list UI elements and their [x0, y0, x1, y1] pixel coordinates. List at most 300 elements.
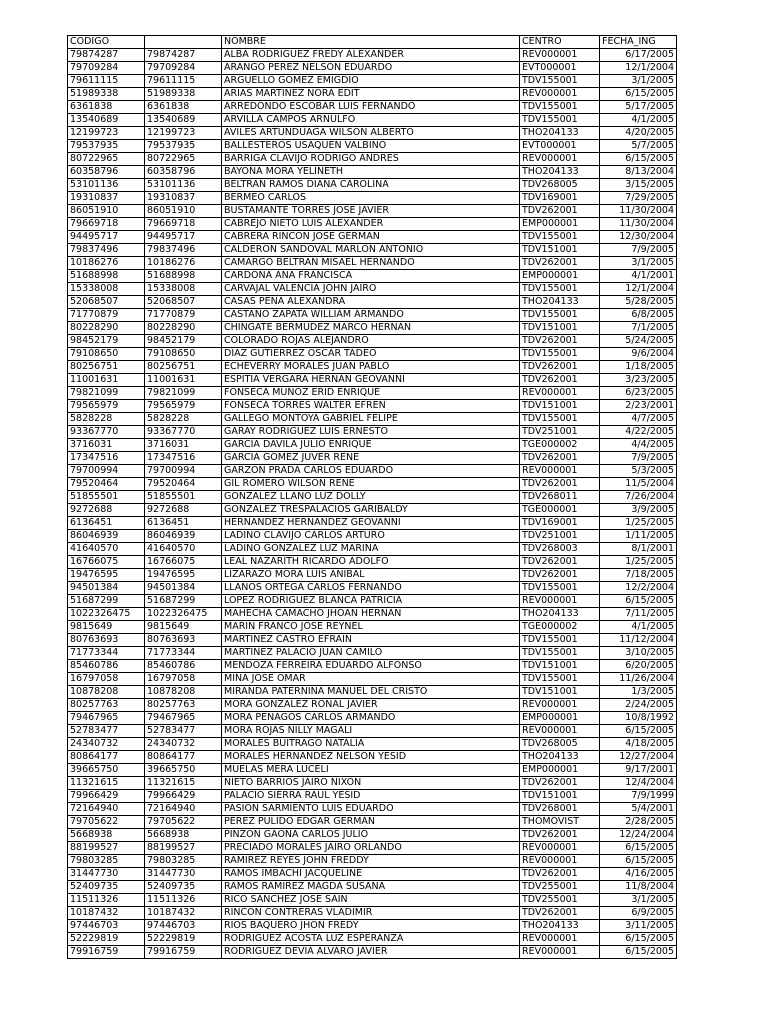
cell-fecha-ing: 7/29/2005 [600, 192, 677, 205]
cell-centro: TDV155001 [520, 413, 600, 426]
table-row [68, 894, 677, 907]
cell-fecha-ing: 12/2/2004 [600, 582, 677, 595]
cell-codigo: 53101136 [68, 179, 145, 192]
cell-centro: TDV262001 [520, 777, 600, 790]
table-row [68, 751, 677, 764]
cell-nombre: CABREJO NIETO LUIS ALEXANDER [222, 218, 520, 231]
cell-nombre: CASAS PEÑA ALEXANDRA [222, 296, 520, 309]
cell-centro: REV000001 [520, 842, 600, 855]
cell-codigo: 6136451 [68, 517, 145, 530]
cell-nombre: PALACIO SIERRA RAUL YESID [222, 790, 520, 803]
cell-fecha-ing: 6/15/2005 [600, 946, 677, 959]
cell-nombre: CHINGATE BERMUDEZ MARCO HERNAN [222, 322, 520, 335]
cell-nombre: GALLEGO MONTOYA GABRIEL FELIPE [222, 413, 520, 426]
cell-nombre: RICO SANCHEZ JOSE SAIN [222, 894, 520, 907]
cell-fecha-ing: 2/24/2005 [600, 699, 677, 712]
cell-centro: TDV262001 [520, 478, 600, 491]
table-row [68, 738, 677, 751]
table-row [68, 335, 677, 348]
table-row [68, 387, 677, 400]
cell-centro: TDV155001 [520, 231, 600, 244]
cell-codigo: 79520464 [68, 478, 145, 491]
cell-fecha-ing: 5/7/2005 [600, 140, 677, 153]
cell-fecha-ing: 7/9/2005 [600, 244, 677, 257]
cell-nombre: RODRIGUEZ DEVIA ALVARO JAVIER [222, 946, 520, 959]
cell-fecha-ing: 1/25/2005 [600, 517, 677, 530]
table-row [68, 478, 677, 491]
cell-centro: TDV155001 [520, 101, 600, 114]
cell-fecha-ing: 5/4/2001 [600, 803, 677, 816]
cell-codigo-dup: 9815649 [145, 621, 222, 634]
table-row [68, 153, 677, 166]
cell-nombre: ARVILLA CAMPOS ARNULFO [222, 114, 520, 127]
cell-centro: REV000001 [520, 725, 600, 738]
cell-nombre: CASTAÑO ZAPATA WILLIAM ARMANDO [222, 309, 520, 322]
cell-codigo-dup: 86046939 [145, 530, 222, 543]
cell-codigo: 39665750 [68, 764, 145, 777]
cell-codigo: 79108650 [68, 348, 145, 361]
cell-codigo: 97446703 [68, 920, 145, 933]
cell-centro: TDV268011 [520, 491, 600, 504]
cell-codigo-dup: 80228290 [145, 322, 222, 335]
cell-codigo-dup: 51687299 [145, 595, 222, 608]
cell-nombre: MORA PENAGOS CARLOS ARMANDO [222, 712, 520, 725]
cell-codigo-dup: 79821099 [145, 387, 222, 400]
cell-codigo: 10878208 [68, 686, 145, 699]
cell-fecha-ing: 1/25/2005 [600, 556, 677, 569]
cell-codigo: 93367770 [68, 426, 145, 439]
cell-codigo: 31447730 [68, 868, 145, 881]
cell-fecha-ing: 6/23/2005 [600, 387, 677, 400]
cell-centro: TDV255001 [520, 881, 600, 894]
cell-codigo: 15338008 [68, 283, 145, 296]
cell-codigo-dup: 79916759 [145, 946, 222, 959]
cell-fecha-ing: 4/1/2005 [600, 621, 677, 634]
table-row [68, 556, 677, 569]
table-row [68, 816, 677, 829]
cell-codigo-dup: 39665750 [145, 764, 222, 777]
cell-nombre: LLANOS ORTEGA CARLOS FERNANDO [222, 582, 520, 595]
cell-nombre: CABRERA RINCON JOSE GERMAN [222, 231, 520, 244]
cell-fecha-ing: 7/18/2005 [600, 569, 677, 582]
cell-nombre: BARRIGA CLAVIJO RODRIGO ANDRES [222, 153, 520, 166]
table-row [68, 244, 677, 257]
cell-codigo: 79837496 [68, 244, 145, 257]
header-fecha-ing: FECHA_ING [600, 36, 677, 49]
header-codigo: CODIGO [68, 36, 145, 49]
cell-codigo: 79669718 [68, 218, 145, 231]
cell-codigo-dup: 1022326475 [145, 608, 222, 621]
cell-fecha-ing: 2/23/2001 [600, 400, 677, 413]
cell-codigo: 51687299 [68, 595, 145, 608]
cell-nombre: GIL ROMERO WILSON RENE [222, 478, 520, 491]
cell-nombre: GONZALEZ TRESPALACIOS GARIBALDY [222, 504, 520, 517]
cell-fecha-ing: 7/11/2005 [600, 608, 677, 621]
cell-codigo-dup: 53101136 [145, 179, 222, 192]
cell-nombre: MARIN FRANCO JOSE REYNEL [222, 621, 520, 634]
cell-nombre: MUELAS MERA LUCELI [222, 764, 520, 777]
cell-codigo: 10186276 [68, 257, 145, 270]
header-blank [145, 36, 222, 49]
cell-nombre: GARCIA DAVILA JULIO ENRIQUE [222, 439, 520, 452]
cell-fecha-ing: 1/18/2005 [600, 361, 677, 374]
cell-centro: TDV155001 [520, 647, 600, 660]
cell-fecha-ing: 7/9/2005 [600, 452, 677, 465]
cell-nombre: BUSTAMANTE TORRES JOSE JAVIER [222, 205, 520, 218]
table-row [68, 868, 677, 881]
cell-codigo-dup: 79709284 [145, 62, 222, 75]
cell-centro: THO204133 [520, 296, 600, 309]
table-row [68, 179, 677, 192]
table-row [68, 595, 677, 608]
cell-codigo: 52783477 [68, 725, 145, 738]
cell-centro: EVT000001 [520, 140, 600, 153]
cell-codigo-dup: 79108650 [145, 348, 222, 361]
cell-nombre: CALDERON SANDOVAL MARLON ANTONIO [222, 244, 520, 257]
cell-nombre: LIZARAZO MORA LUIS ANIBAL [222, 569, 520, 582]
cell-centro: THO204133 [520, 920, 600, 933]
cell-codigo-dup: 79700994 [145, 465, 222, 478]
table-row [68, 140, 677, 153]
cell-codigo-dup: 79837496 [145, 244, 222, 257]
employee-table [67, 35, 677, 959]
cell-codigo-dup: 17347516 [145, 452, 222, 465]
cell-nombre: LEAL NAZARITH RICARDO ADOLFO [222, 556, 520, 569]
cell-nombre: PEREZ PULIDO EDGAR GERMAN [222, 816, 520, 829]
cell-codigo: 51989338 [68, 88, 145, 101]
cell-codigo: 71773344 [68, 647, 145, 660]
table-row [68, 569, 677, 582]
cell-fecha-ing: 5/3/2005 [600, 465, 677, 478]
table-row [68, 634, 677, 647]
cell-fecha-ing: 4/20/2005 [600, 127, 677, 140]
cell-fecha-ing: 6/15/2005 [600, 88, 677, 101]
cell-centro: TDV151001 [520, 686, 600, 699]
cell-codigo: 98452179 [68, 335, 145, 348]
cell-centro: THOMOVIST [520, 816, 600, 829]
cell-codigo: 11511326 [68, 894, 145, 907]
cell-fecha-ing: 12/24/2004 [600, 829, 677, 842]
table-row [68, 881, 677, 894]
cell-centro: TDV268001 [520, 803, 600, 816]
cell-codigo-dup: 10187432 [145, 907, 222, 920]
cell-nombre: MORA GONZALEZ RONAL JAVIER [222, 699, 520, 712]
cell-codigo-dup: 11321615 [145, 777, 222, 790]
table-row [68, 491, 677, 504]
cell-codigo: 10187432 [68, 907, 145, 920]
table-row [68, 608, 677, 621]
cell-nombre: RAMOS IMBACHI JACQUELINE [222, 868, 520, 881]
header-row [68, 36, 677, 49]
cell-codigo: 1022326475 [68, 608, 145, 621]
cell-centro: REV000001 [520, 595, 600, 608]
table-row [68, 309, 677, 322]
cell-codigo-dup: 79520464 [145, 478, 222, 491]
cell-fecha-ing: 2/28/2005 [600, 816, 677, 829]
table-row [68, 712, 677, 725]
cell-fecha-ing: 11/5/2004 [600, 478, 677, 491]
table-row [68, 426, 677, 439]
cell-nombre: GONZALEZ LLANO LUZ DOLLY [222, 491, 520, 504]
table-row [68, 88, 677, 101]
cell-centro: TDV262001 [520, 907, 600, 920]
cell-nombre: CARVAJAL VALENCIA JOHN JAIRO [222, 283, 520, 296]
cell-centro: TDV268005 [520, 179, 600, 192]
cell-nombre: BERMEO CARLOS [222, 192, 520, 205]
table-row [68, 517, 677, 530]
cell-codigo: 41640570 [68, 543, 145, 556]
cell-codigo-dup: 11001631 [145, 374, 222, 387]
table-row [68, 842, 677, 855]
cell-centro: REV000001 [520, 153, 600, 166]
cell-nombre: MARTINEZ PALACIO JUAN CAMILO [222, 647, 520, 660]
cell-centro: TDV251001 [520, 530, 600, 543]
cell-codigo-dup: 88199527 [145, 842, 222, 855]
cell-fecha-ing: 3/23/2005 [600, 374, 677, 387]
table-row [68, 114, 677, 127]
cell-centro: TDV151001 [520, 322, 600, 335]
table-row [68, 907, 677, 920]
table-row [68, 790, 677, 803]
table-row [68, 218, 677, 231]
cell-nombre: ARANGO PEREZ NELSON EDUARDO [222, 62, 520, 75]
cell-fecha-ing: 6/15/2005 [600, 725, 677, 738]
cell-nombre: MORALES BUITRAGO NATALIA [222, 738, 520, 751]
cell-fecha-ing: 12/30/2004 [600, 231, 677, 244]
cell-nombre: BAYONA MORA YELINETH [222, 166, 520, 179]
cell-centro: TDV268003 [520, 543, 600, 556]
table-row [68, 504, 677, 517]
cell-codigo-dup: 94495717 [145, 231, 222, 244]
cell-fecha-ing: 5/17/2005 [600, 101, 677, 114]
cell-centro: TDV155001 [520, 309, 600, 322]
cell-codigo: 60358796 [68, 166, 145, 179]
cell-codigo: 51855501 [68, 491, 145, 504]
cell-nombre: MARTINEZ CASTRO EFRAIN [222, 634, 520, 647]
cell-fecha-ing: 5/28/2005 [600, 296, 677, 309]
cell-codigo-dup: 72164940 [145, 803, 222, 816]
cell-codigo: 19310837 [68, 192, 145, 205]
cell-centro: TDV155001 [520, 283, 600, 296]
cell-codigo: 79565979 [68, 400, 145, 413]
cell-codigo-dup: 79611115 [145, 75, 222, 88]
table-row [68, 439, 677, 452]
cell-centro: TDV262001 [520, 829, 600, 842]
cell-codigo: 9272688 [68, 504, 145, 517]
table-row [68, 127, 677, 140]
cell-codigo: 94495717 [68, 231, 145, 244]
cell-codigo: 79611115 [68, 75, 145, 88]
cell-centro: EVT000001 [520, 62, 600, 75]
cell-nombre: ARREDONDO ESCOBAR LUIS FERNANDO [222, 101, 520, 114]
cell-codigo-dup: 19310837 [145, 192, 222, 205]
cell-codigo-dup: 94501384 [145, 582, 222, 595]
table-row [68, 465, 677, 478]
cell-codigo: 88199527 [68, 842, 145, 855]
cell-fecha-ing: 6/17/2005 [600, 49, 677, 62]
cell-fecha-ing: 12/27/2004 [600, 751, 677, 764]
cell-fecha-ing: 6/15/2005 [600, 933, 677, 946]
table-row [68, 62, 677, 75]
cell-codigo: 80722965 [68, 153, 145, 166]
table-row [68, 946, 677, 959]
cell-centro: TDV155001 [520, 75, 600, 88]
cell-centro: THO204133 [520, 166, 600, 179]
cell-centro: THO204133 [520, 751, 600, 764]
cell-codigo-dup: 80864177 [145, 751, 222, 764]
cell-codigo-dup: 10878208 [145, 686, 222, 699]
cell-codigo-dup: 85460786 [145, 660, 222, 673]
table-row [68, 829, 677, 842]
cell-centro: TGE000002 [520, 621, 600, 634]
cell-codigo-dup: 3716031 [145, 439, 222, 452]
cell-nombre: DIAZ GUTIERREZ OSCAR TADEO [222, 348, 520, 361]
cell-centro: TDV262001 [520, 361, 600, 374]
cell-codigo: 85460786 [68, 660, 145, 673]
cell-codigo-dup: 79803285 [145, 855, 222, 868]
cell-centro: REV000001 [520, 465, 600, 478]
cell-centro: REV000001 [520, 387, 600, 400]
cell-codigo-dup: 19476595 [145, 569, 222, 582]
cell-centro: TDV255001 [520, 894, 600, 907]
cell-codigo-dup: 51989338 [145, 88, 222, 101]
cell-nombre: CAMARGO BELTRAN MISAEL HERNANDO [222, 257, 520, 270]
table-row [68, 764, 677, 777]
cell-centro: TDV262001 [520, 205, 600, 218]
cell-fecha-ing: 7/9/1999 [600, 790, 677, 803]
cell-codigo-dup: 13540689 [145, 114, 222, 127]
table-row [68, 725, 677, 738]
cell-codigo-dup: 11511326 [145, 894, 222, 907]
cell-codigo-dup: 79565979 [145, 400, 222, 413]
cell-fecha-ing: 6/20/2005 [600, 660, 677, 673]
cell-centro: TGE000002 [520, 439, 600, 452]
cell-centro: TDV262001 [520, 335, 600, 348]
cell-codigo: 79966429 [68, 790, 145, 803]
cell-codigo: 17347516 [68, 452, 145, 465]
table-row [68, 231, 677, 244]
cell-fecha-ing: 11/8/2004 [600, 881, 677, 894]
cell-codigo-dup: 80257763 [145, 699, 222, 712]
cell-codigo-dup: 79874287 [145, 49, 222, 62]
cell-codigo: 9815649 [68, 621, 145, 634]
table-row [68, 686, 677, 699]
cell-fecha-ing: 4/4/2005 [600, 439, 677, 452]
cell-centro: TDV155001 [520, 634, 600, 647]
cell-codigo: 5668938 [68, 829, 145, 842]
table-row [68, 582, 677, 595]
cell-centro: TDV262001 [520, 374, 600, 387]
cell-centro: TDV151001 [520, 660, 600, 673]
cell-codigo: 5828228 [68, 413, 145, 426]
cell-codigo-dup: 52229819 [145, 933, 222, 946]
cell-codigo-dup: 79705622 [145, 816, 222, 829]
cell-fecha-ing: 4/18/2005 [600, 738, 677, 751]
cell-codigo: 12199723 [68, 127, 145, 140]
cell-codigo-dup: 16797058 [145, 673, 222, 686]
cell-centro: TDV169001 [520, 192, 600, 205]
table-row [68, 75, 677, 88]
cell-codigo: 80763693 [68, 634, 145, 647]
table-row [68, 647, 677, 660]
table-row [68, 699, 677, 712]
header-nombre: NOMBRE [222, 36, 520, 49]
cell-codigo: 24340732 [68, 738, 145, 751]
table-row [68, 660, 677, 673]
cell-codigo: 52229819 [68, 933, 145, 946]
cell-centro: REV000001 [520, 699, 600, 712]
table-row [68, 192, 677, 205]
cell-codigo-dup: 51855501 [145, 491, 222, 504]
cell-codigo: 80256751 [68, 361, 145, 374]
cell-codigo-dup: 80722965 [145, 153, 222, 166]
cell-codigo: 79821099 [68, 387, 145, 400]
cell-codigo: 16797058 [68, 673, 145, 686]
cell-fecha-ing: 3/1/2005 [600, 75, 677, 88]
cell-codigo-dup: 79467965 [145, 712, 222, 725]
cell-nombre: MORA ROJAS NILLY MAGALI [222, 725, 520, 738]
cell-fecha-ing: 4/1/2005 [600, 114, 677, 127]
table-row [68, 270, 677, 283]
cell-centro: EMP000001 [520, 764, 600, 777]
cell-codigo-dup: 41640570 [145, 543, 222, 556]
cell-nombre: BALLESTEROS USAQUEN VALBINO [222, 140, 520, 153]
cell-fecha-ing: 11/12/2004 [600, 634, 677, 647]
cell-codigo: 51688998 [68, 270, 145, 283]
cell-fecha-ing: 3/9/2005 [600, 504, 677, 517]
cell-fecha-ing: 6/9/2005 [600, 907, 677, 920]
cell-nombre: PRECIADO MORALES JAIRO ORLANDO [222, 842, 520, 855]
cell-centro: TDV155001 [520, 673, 600, 686]
cell-nombre: RIOS BAQUERO JHON FREDY [222, 920, 520, 933]
cell-fecha-ing: 6/8/2005 [600, 309, 677, 322]
cell-fecha-ing: 12/1/2004 [600, 62, 677, 75]
cell-nombre: RAMOS RAMIREZ MAGDA SUSANA [222, 881, 520, 894]
cell-codigo: 86046939 [68, 530, 145, 543]
cell-fecha-ing: 7/1/2005 [600, 322, 677, 335]
cell-fecha-ing: 11/30/2004 [600, 205, 677, 218]
cell-codigo-dup: 52783477 [145, 725, 222, 738]
cell-nombre: PINZON GAONA CARLOS JULIO [222, 829, 520, 842]
cell-nombre: AVILES ARTUNDUAGA WILSON ALBERTO [222, 127, 520, 140]
cell-centro: TGE000001 [520, 504, 600, 517]
cell-codigo: 11321615 [68, 777, 145, 790]
cell-codigo-dup: 9272688 [145, 504, 222, 517]
cell-codigo: 19476595 [68, 569, 145, 582]
cell-centro: TDV268005 [520, 738, 600, 751]
cell-centro: EMP000001 [520, 218, 600, 231]
cell-codigo: 3716031 [68, 439, 145, 452]
cell-fecha-ing: 1/11/2005 [600, 530, 677, 543]
table-row [68, 283, 677, 296]
cell-codigo-dup: 5828228 [145, 413, 222, 426]
cell-codigo-dup: 79669718 [145, 218, 222, 231]
cell-centro: REV000001 [520, 88, 600, 101]
cell-nombre: LADINO CLAVIJO CARLOS ARTURO [222, 530, 520, 543]
table-row [68, 205, 677, 218]
table-row [68, 166, 677, 179]
cell-centro: THO204133 [520, 608, 600, 621]
table-row [68, 530, 677, 543]
cell-codigo-dup: 15338008 [145, 283, 222, 296]
table-row [68, 673, 677, 686]
cell-centro: TDV262001 [520, 257, 600, 270]
cell-centro: THO204133 [520, 127, 600, 140]
cell-codigo-dup: 71773344 [145, 647, 222, 660]
table-row [68, 803, 677, 816]
table-row [68, 777, 677, 790]
cell-codigo-dup: 6361838 [145, 101, 222, 114]
